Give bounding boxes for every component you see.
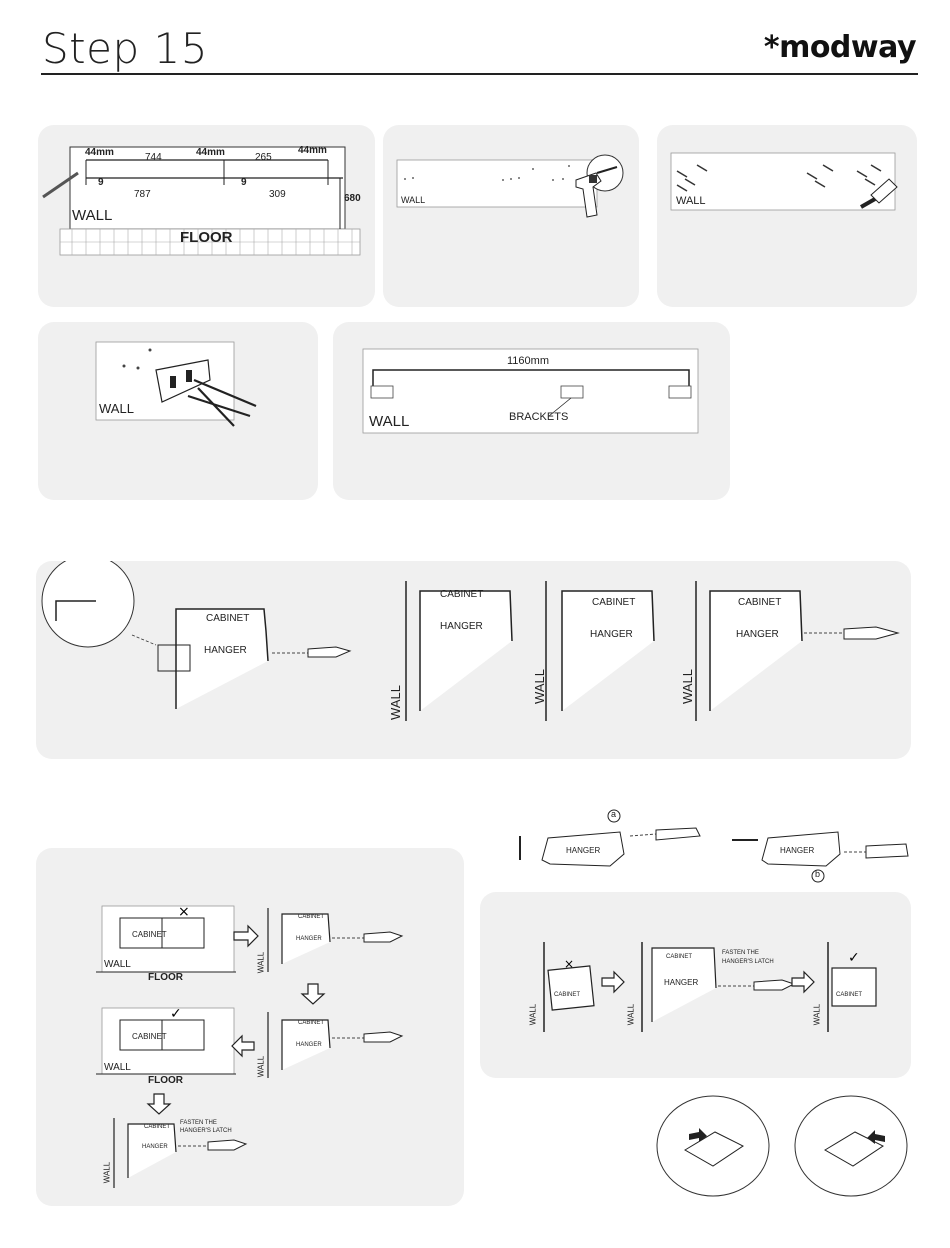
page-title: Step 15 <box>42 24 208 73</box>
cabinet-label-1: CABINET <box>132 930 167 939</box>
adjust-a-label: a <box>611 809 617 819</box>
adjust-b-label: b <box>815 869 821 879</box>
hanger-label-1: HANGER <box>204 645 247 656</box>
adjust-hanger-label-1: HANGER <box>566 846 601 855</box>
wall-label: WALL <box>369 413 410 430</box>
cabinet-label-5: CABINET <box>144 1124 171 1130</box>
dim-265: 265 <box>255 152 272 163</box>
hanger-label-3: HANGER <box>590 629 633 640</box>
cabinet-label-3: CABINET <box>132 1032 167 1041</box>
dim-9-left: 9 <box>98 177 104 188</box>
cabinet-label-2: CABINET <box>666 954 693 960</box>
panel-hanger-sequence <box>36 561 911 759</box>
cabinet-label-3: CABINET <box>592 597 636 608</box>
cabinet-label-1: CABINET <box>554 992 581 998</box>
cabinet-label-2: CABINET <box>298 914 325 920</box>
floor-label: FLOOR <box>180 229 233 246</box>
hanger-label-4: HANGER <box>296 1042 322 1048</box>
wall-label: WALL <box>676 195 706 207</box>
dim-309: 309 <box>269 189 286 200</box>
cabinet-label-4: CABINET <box>298 1020 325 1026</box>
wall-label-3: WALL <box>531 669 547 704</box>
dim-787: 787 <box>134 189 151 200</box>
panel-level-adjust <box>36 848 464 1206</box>
hanger-label-5: HANGER <box>142 1144 168 1150</box>
latch-note-line2: HANGER'S LATCH <box>180 1128 232 1134</box>
panel-bracket-screws <box>38 322 318 500</box>
panel-brackets <box>333 322 730 500</box>
dim-44mm-right: 44mm <box>298 145 327 156</box>
wall-label-3: WALL <box>104 1062 131 1073</box>
cabinet-label-3: CABINET <box>836 992 863 998</box>
panel-hanger-latch <box>480 892 911 1078</box>
level-adjust-diagram <box>36 848 464 1206</box>
panel-measurements <box>38 125 375 307</box>
svg-text:✓: ✓ <box>170 1006 182 1022</box>
wall-label-1: WALL <box>528 1003 538 1026</box>
hanger-label-2: HANGER <box>664 978 699 987</box>
panel-anchors <box>657 125 917 307</box>
wall-label: WALL <box>99 401 134 416</box>
brand-logo: *modway <box>763 30 916 65</box>
dim-44mm-left: 44mm <box>85 147 114 158</box>
latch-note-line1: FASTEN THE <box>722 950 759 956</box>
bracket-screw-diagram <box>38 322 318 500</box>
floor-label-1: FLOOR <box>148 972 183 983</box>
wall-label: WALL <box>401 195 426 205</box>
svg-text:✓: ✓ <box>848 950 860 966</box>
cabinet-label-2: CABINET <box>440 589 484 600</box>
width-dimension: 1160mm <box>507 355 549 367</box>
wall-label-2: WALL <box>256 951 266 974</box>
svg-text:×: × <box>564 957 575 971</box>
dim-9-mid: 9 <box>241 177 247 188</box>
anchor-diagram <box>657 125 917 307</box>
latch-note-line2: HANGER'S LATCH <box>722 959 774 965</box>
hanger-label-4: HANGER <box>736 629 779 640</box>
panel-drilling <box>383 125 639 307</box>
wall-label-2: WALL <box>626 1003 636 1026</box>
svg-text:×: × <box>178 904 190 920</box>
latch-detail <box>655 1092 917 1198</box>
adjustment-diagram <box>500 802 916 886</box>
floor-label-3: FLOOR <box>148 1075 183 1086</box>
cabinet-label-1: CABINET <box>206 613 250 624</box>
dim-744: 744 <box>145 152 162 163</box>
wall-label-3: WALL <box>812 1003 822 1026</box>
drill-diagram <box>383 125 639 307</box>
adjust-hanger-label-2: HANGER <box>780 846 815 855</box>
dim-44mm-mid: 44mm <box>196 147 225 158</box>
latch-note-line1: FASTEN THE <box>180 1120 217 1126</box>
cabinet-label-4: CABINET <box>738 597 782 608</box>
wall-label-4: WALL <box>679 669 695 704</box>
hanger-label-2: HANGER <box>440 621 483 632</box>
wall-label: WALL <box>72 207 113 224</box>
wall-label-5: WALL <box>102 1161 112 1184</box>
header-divider <box>41 73 918 75</box>
latch-detail-diagram <box>655 1092 917 1198</box>
adjustment-strip <box>500 802 916 886</box>
dim-680: 680 <box>344 193 361 204</box>
brackets-label: BRACKETS <box>509 411 569 423</box>
wall-label-4: WALL <box>256 1055 266 1078</box>
hanger-label-2: HANGER <box>296 936 322 942</box>
wall-label-2: WALL <box>387 685 403 720</box>
wall-label-1: WALL <box>104 959 131 970</box>
